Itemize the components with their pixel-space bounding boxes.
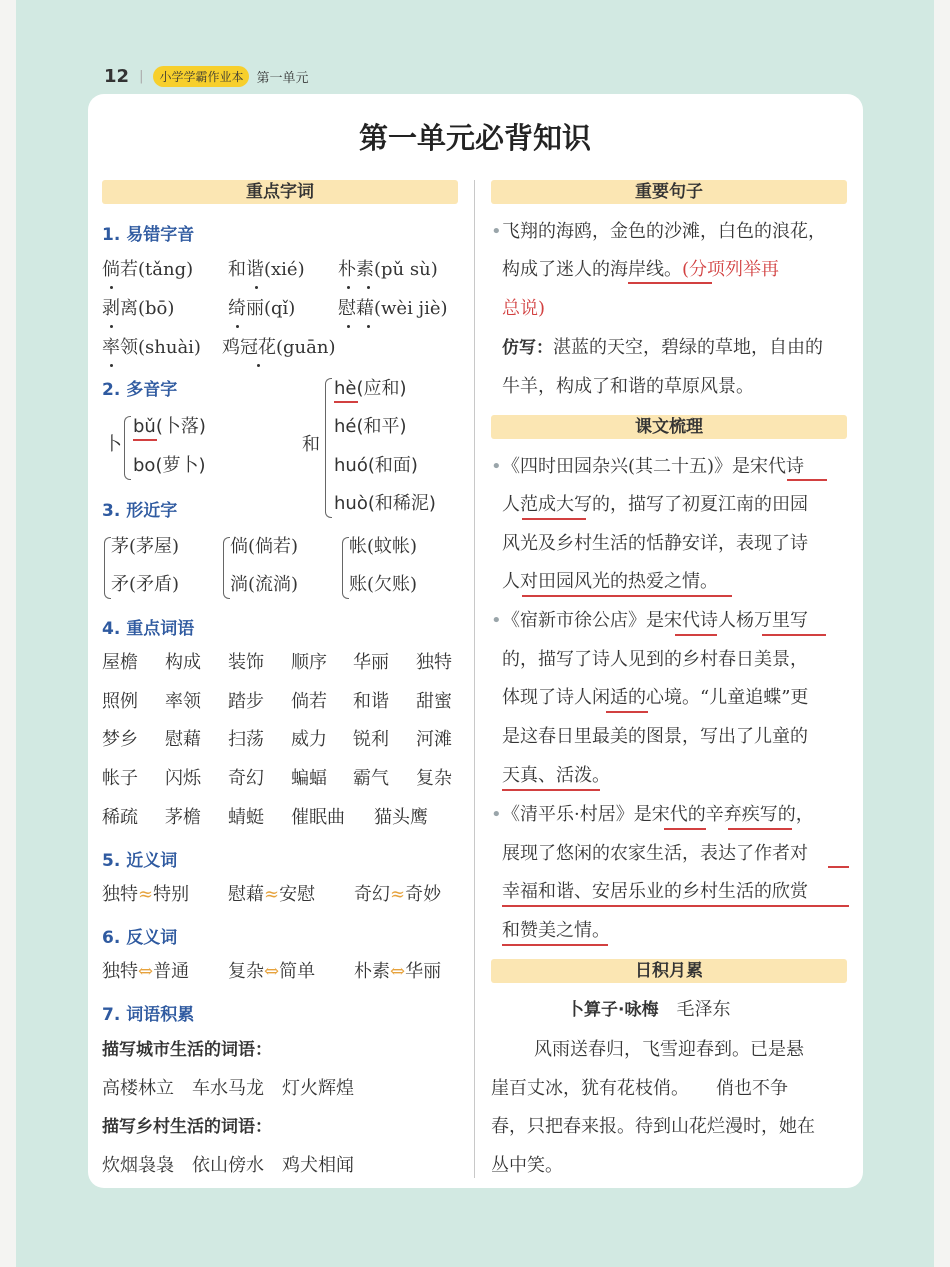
word: 奇幻 <box>228 768 264 789</box>
word: 屋檐 <box>102 652 138 673</box>
section-title-daily: 日积月累 <box>491 959 847 983</box>
emphasis-dot <box>110 364 113 367</box>
review-line: 《宿新市徐公店》是宋代诗人杨万里写 <box>502 610 808 631</box>
synonym-pair: 独特≈特别 <box>102 884 190 905</box>
reading: bǔ(卜落) <box>133 416 206 437</box>
word: 甜蜜 <box>416 691 452 712</box>
header-separator: | <box>139 68 144 84</box>
polyphone-char: 和 <box>302 434 320 455</box>
heading-accumulation: 7. 词语积累 <box>102 1005 195 1025</box>
word: 猫头鹰 <box>374 807 428 828</box>
emphasis-dot <box>255 286 258 289</box>
word: 河滩 <box>416 729 452 750</box>
brace <box>342 537 349 599</box>
section-title-sentences: 重要句子 <box>491 180 847 204</box>
pron-item: 倘若(tǎng) <box>102 259 194 280</box>
pron-item: 率领(shuài) <box>102 337 201 358</box>
underline <box>675 634 717 636</box>
section-title-key-words: 重点字词 <box>102 180 458 204</box>
review-line: 和赞美之情。 <box>502 920 610 941</box>
underline <box>728 828 792 830</box>
word: 踏步 <box>228 691 264 712</box>
underline <box>828 866 849 868</box>
underline <box>133 439 157 441</box>
review-line: 《四时田园杂兴(其二十五)》是宋代诗 <box>502 456 805 477</box>
review-line: 天真、活泼。 <box>502 765 610 786</box>
review-line: 人对田园风光的热爱之情。 <box>502 571 718 592</box>
brace <box>325 378 332 518</box>
word: 蝙蝠 <box>291 768 327 789</box>
column-divider <box>474 180 475 1178</box>
imitate-line: 仿写：湛蓝的天空，碧绿的草地，自由的 <box>502 337 823 358</box>
emphasis-dot <box>236 325 239 328</box>
antonym-pair: 独特⇔普通 <box>102 961 190 982</box>
underline <box>502 789 600 791</box>
sentence-line: 构成了迷人的海岸线。(分项列举再 <box>502 259 780 280</box>
heading-key-words: 4. 重点词语 <box>102 619 195 639</box>
bullet: • <box>491 221 502 242</box>
heading-pronunciation: 1. 易错字音 <box>102 225 195 245</box>
underline <box>522 518 586 520</box>
pron-item: 慰藉(wèi jiè) <box>338 298 448 319</box>
shape-item: 矛(矛盾) <box>111 574 180 595</box>
underline <box>334 401 358 403</box>
underline <box>762 634 826 636</box>
synonym-pair: 奇幻≈奇妙 <box>354 884 442 905</box>
reading: bo(萝卜) <box>133 455 206 476</box>
emphasis-dot <box>347 325 350 328</box>
emphasis-dot <box>347 286 350 289</box>
word: 照例 <box>102 691 138 712</box>
emphasis-dot <box>367 286 370 289</box>
word: 慰藉 <box>165 729 201 750</box>
word: 闪烁 <box>165 768 201 789</box>
review-line: 《清平乐·村居》是宋代的辛弃疾写的， <box>502 804 814 825</box>
page-header <box>104 64 308 88</box>
poem-line: 丛中笑。 <box>491 1155 563 1176</box>
poem-line: 风雨送春归，飞雪迎春到。已是悬 <box>534 1039 804 1060</box>
word: 梦乡 <box>102 729 138 750</box>
pron-item: 和谐(xié) <box>228 259 305 280</box>
underline <box>787 479 827 481</box>
page-number: 12 <box>104 65 130 87</box>
underline <box>664 828 706 830</box>
underline <box>522 595 732 597</box>
heading-synonyms: 5. 近义词 <box>102 851 178 871</box>
reading: hè(应和) <box>334 378 407 399</box>
word: 威力 <box>291 729 327 750</box>
poem-author: 毛泽东 <box>676 999 731 1020</box>
reading: huò(和稀泥) <box>334 493 436 514</box>
section-title-review: 课文梳理 <box>491 415 847 439</box>
underline <box>502 944 608 946</box>
bullet: • <box>491 804 502 825</box>
pron-item: 剥离(bō) <box>102 298 175 319</box>
underline <box>628 282 712 284</box>
review-line: 展现了悠闲的农家生活，表达了作者对 <box>502 843 808 864</box>
word: 装饰 <box>228 652 264 673</box>
series-badge: 小学学霸作业本 <box>153 66 249 87</box>
sentence-note: 总说) <box>502 298 546 319</box>
emphasis-dot <box>367 325 370 328</box>
shape-item: 倘(倘若) <box>230 536 299 557</box>
word: 倘若 <box>291 691 327 712</box>
underline <box>502 905 849 907</box>
word: 帐子 <box>102 768 138 789</box>
city-words: 高楼林立 车水马龙 灯火辉煌 <box>102 1078 354 1099</box>
pron-item: 鸡冠花(guān) <box>222 337 336 358</box>
reading: huó(和面) <box>334 455 418 476</box>
reading: hé(和平) <box>334 416 407 437</box>
village-words: 炊烟袅袅 依山傍水 鸡犬相闻 <box>102 1155 354 1176</box>
sentence-line: 飞翔的海鸥，金色的沙滩，白色的浪花， <box>502 221 826 242</box>
bullet: • <box>491 610 502 631</box>
review-line: 人范成大写的，描写了初夏江南的田园 <box>502 494 808 515</box>
review-line: 的，描写了诗人见到的乡村春日美景， <box>502 649 808 670</box>
emphasis-dot <box>110 325 113 328</box>
poem-title: 卜算子·咏梅 <box>567 1000 659 1020</box>
word: 扫荡 <box>228 729 264 750</box>
imitate-label: 仿写： <box>502 338 553 358</box>
review-line: 体现了诗人闲适的心境。“儿童追蝶”更 <box>502 687 809 708</box>
word: 构成 <box>165 652 201 673</box>
city-label: 描写城市生活的词语： <box>102 1040 272 1060</box>
village-label: 描写乡村生活的词语： <box>102 1117 272 1137</box>
unit-label: 第一单元 <box>256 70 309 86</box>
shape-item: 淌(流淌) <box>230 574 299 595</box>
review-line: 风光及乡村生活的恬静安详，表现了诗 <box>502 533 808 554</box>
word: 茅檐 <box>165 807 201 828</box>
brace <box>104 537 111 599</box>
poem-heading <box>567 998 730 1022</box>
word: 复杂 <box>416 768 452 789</box>
synonym-pair: 慰藉≈安慰 <box>228 884 316 905</box>
antonym-pair: 复杂⇔简单 <box>228 961 316 982</box>
word: 催眠曲 <box>291 807 345 828</box>
emphasis-dot <box>257 364 260 367</box>
word: 率领 <box>165 691 201 712</box>
underline <box>606 711 648 713</box>
review-line: 幸福和谐、安居乐业的乡村生活的欣赏 <box>502 881 808 902</box>
word: 稀疏 <box>102 807 138 828</box>
shape-item: 茅(茅屋) <box>111 536 180 557</box>
brace <box>223 537 230 599</box>
word: 蜻蜓 <box>228 807 264 828</box>
shape-item: 帐(蚊帐) <box>349 536 418 557</box>
shape-item: 账(欠账) <box>349 574 418 595</box>
heading-antonyms: 6. 反义词 <box>102 928 178 948</box>
review-line: 是这春日里最美的图景，写出了儿童的 <box>502 726 808 747</box>
bullet: • <box>491 456 502 477</box>
word: 顺序 <box>291 652 327 673</box>
word: 独特 <box>416 652 452 673</box>
polyphone-char: 卜 <box>104 434 122 455</box>
imitate-line: 牛羊，构成了和谐的草原风景。 <box>502 376 754 397</box>
word: 霸气 <box>353 768 389 789</box>
antonym-pair: 朴素⇔华丽 <box>354 961 442 982</box>
emphasis-dot <box>110 286 113 289</box>
poem-line: 春，只把春来报。待到山花烂漫时，她在 <box>491 1116 815 1137</box>
pron-item: 朴素(pǔ sù) <box>338 259 438 280</box>
heading-similar-shape: 3. 形近字 <box>102 501 178 521</box>
page-title: 第一单元必背知识 <box>358 121 591 155</box>
heading-polyphone: 2. 多音字 <box>102 380 178 400</box>
word: 锐利 <box>353 729 389 750</box>
brace <box>124 416 131 480</box>
pron-item: 绮丽(qǐ) <box>228 298 296 319</box>
word: 华丽 <box>353 652 389 673</box>
word: 和谐 <box>353 691 389 712</box>
poem-line: 崖百丈冰，犹有花枝俏。 俏也不争 <box>491 1078 788 1099</box>
sentence-note: (分项列举再 <box>682 259 780 280</box>
